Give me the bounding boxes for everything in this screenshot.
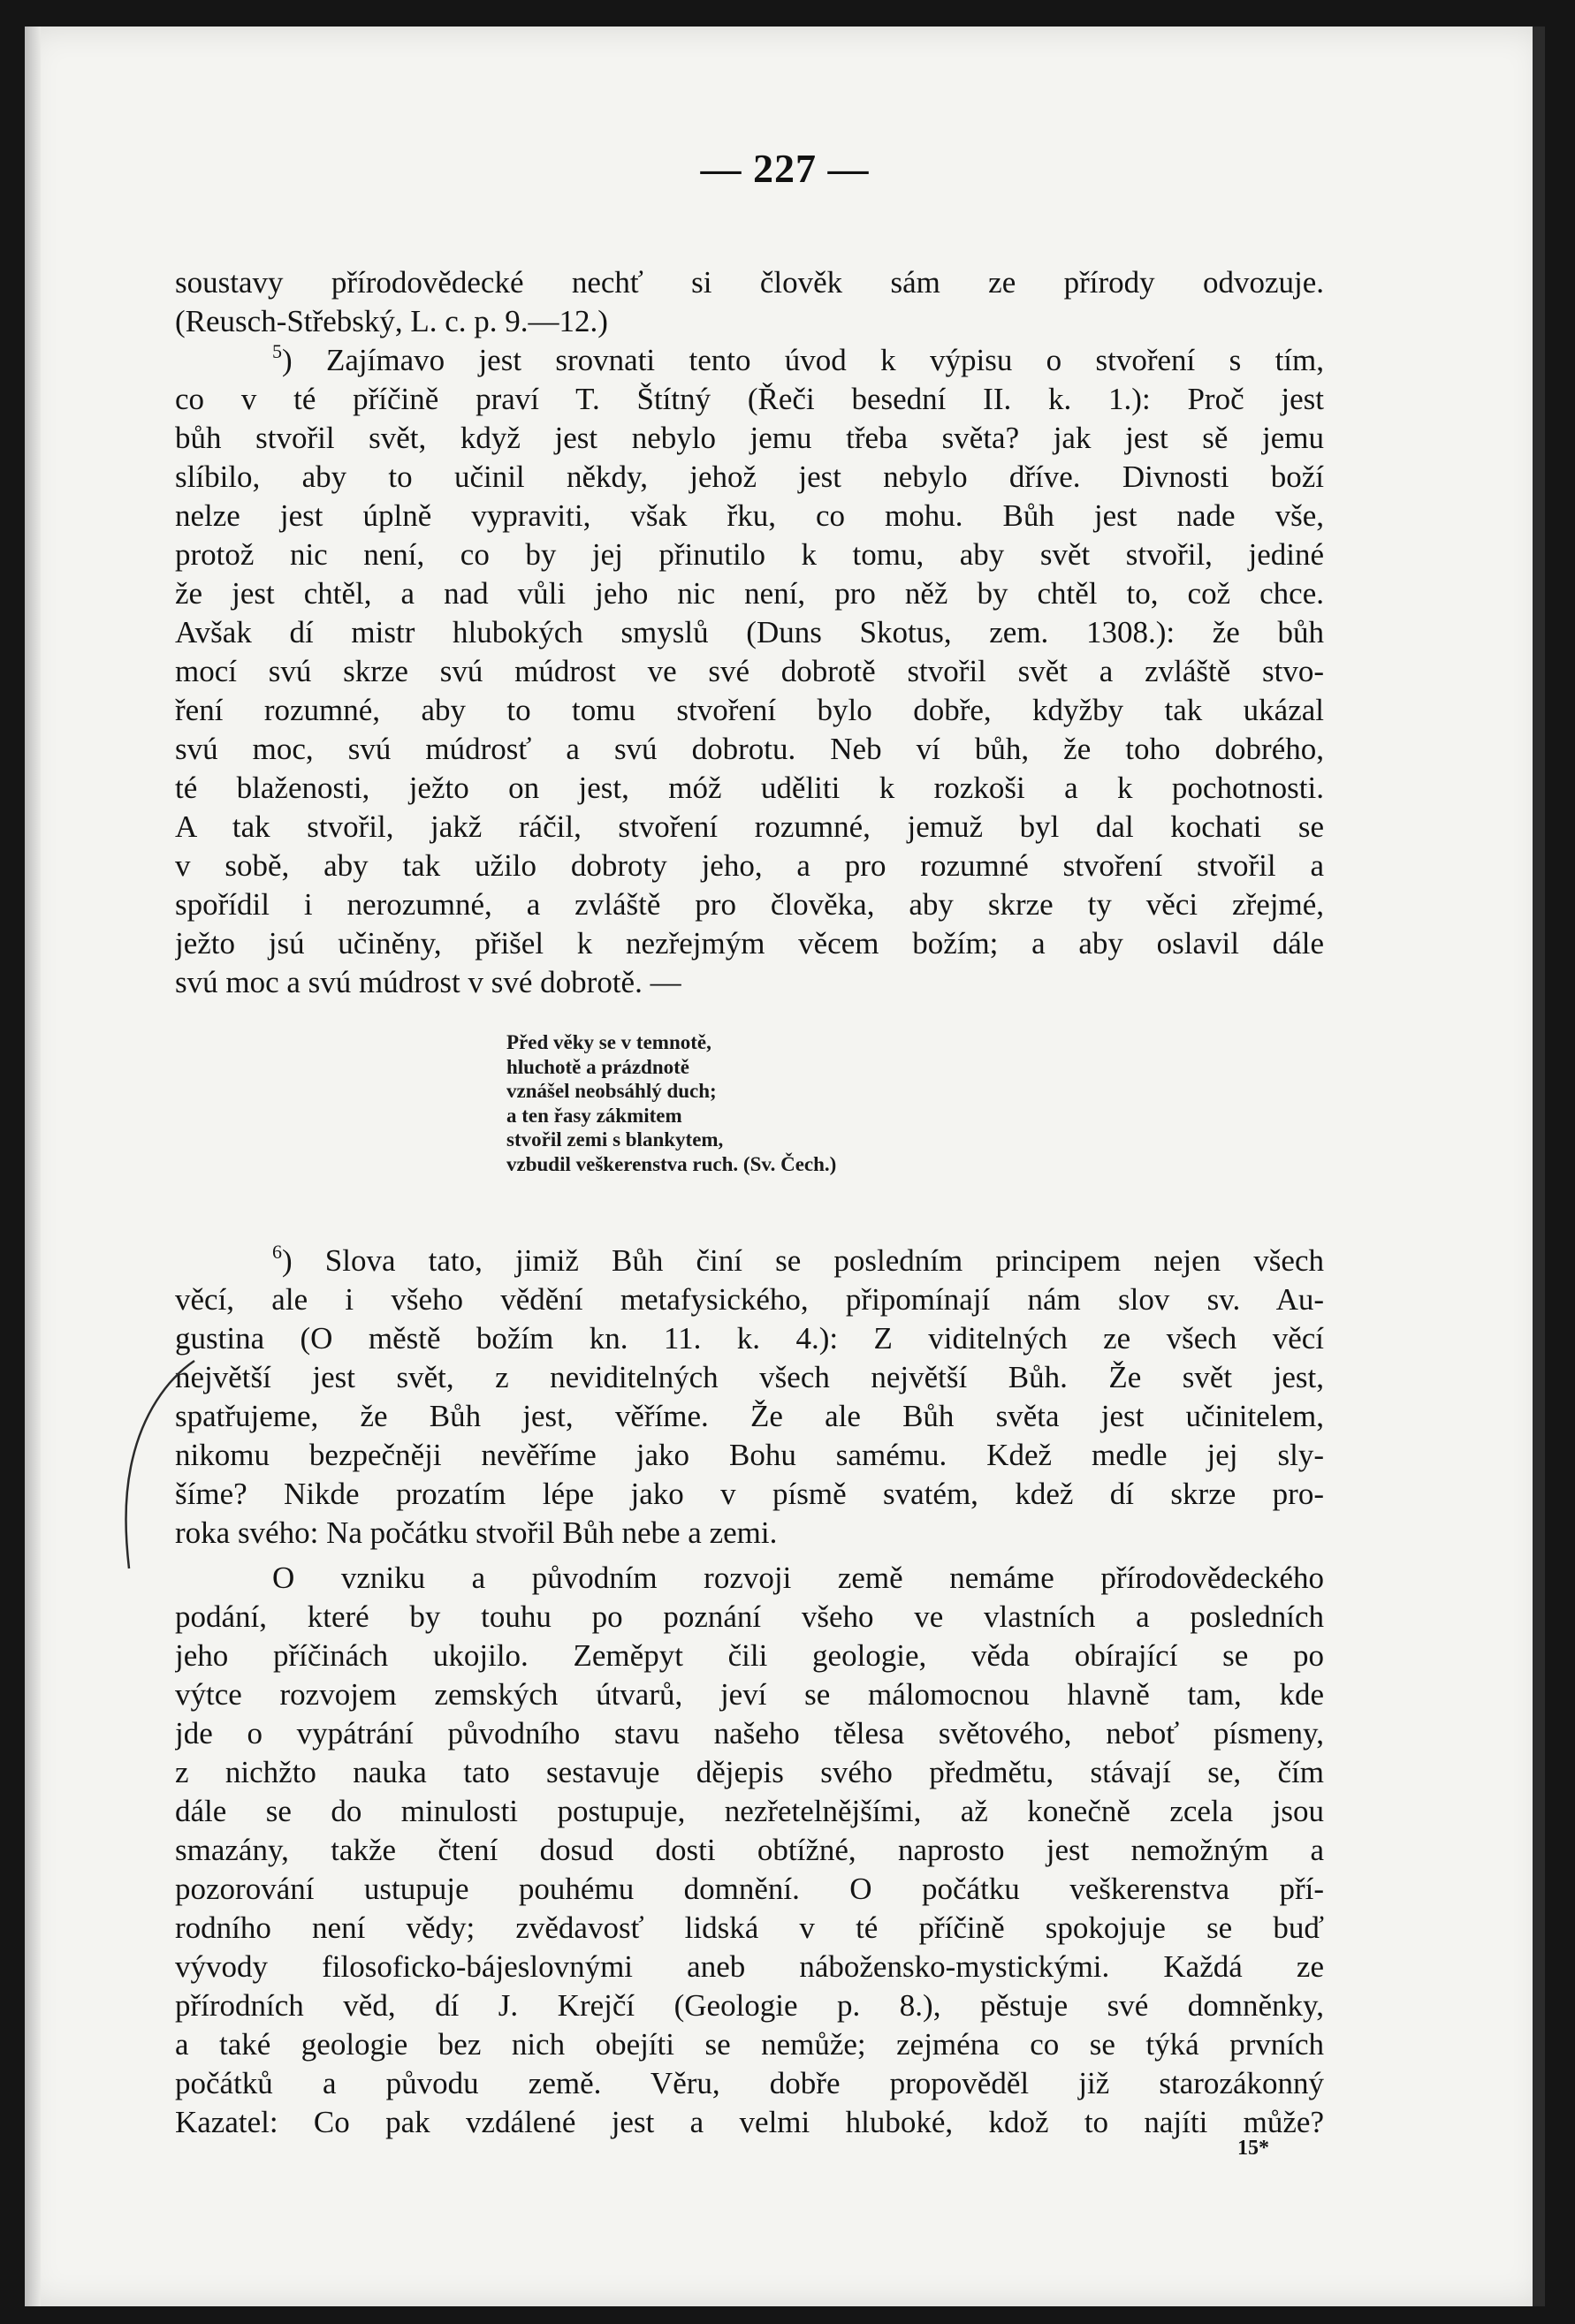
text-line: gustina (O městě božím kn. 11. k. 4.): Z viditelných ze všech věcí (175, 1321, 1324, 1356)
text-line: dále se do minulosti postupuje, nezřetelnějšími, až konečně zcela jsou (175, 1794, 1324, 1828)
text-line: Kazatel: Co pak vzdálené jest a velmi hluboké, kdož to najíti může? (175, 2105, 1324, 2139)
text-line: ření rozumné, aby to tomu stvoření bylo dobře, kdyžby tak ukázal (175, 693, 1324, 727)
text-line: nelze jest úplně vypraviti, však řku, co mohu. Bůh jest nade vše, (175, 498, 1324, 533)
text-line: z nichžto nauka tato sestavuje dějepis svého předmětu, stávají se, čím (175, 1755, 1324, 1789)
page-edge (1533, 27, 1545, 2306)
handwritten-margin-stroke (106, 1343, 203, 1573)
text-line: spatřujeme, že Bůh jest, věříme. Že ale Bůh světa jest učinitelem, (175, 1399, 1324, 1433)
text-line: šíme? Nikde prozatím lépe jako v písmě svatém, kdež dí skrze pro- (175, 1477, 1324, 1511)
poem-line: a ten řasy zákmitem (506, 1104, 682, 1127)
poem-line: stvořil zemi s blankytem, (506, 1128, 724, 1151)
text-line: podání, které by touhu po poznání všeho ve vlastních a posledních (175, 1599, 1324, 1634)
poem-line: vznášel neobsáhlý duch; (506, 1080, 717, 1102)
text-line: že jest chtěl, a nad vůli jeho nic není, pro něž by chtěl to, což chce. (175, 576, 1324, 611)
text-line: svú moc, svú múdrosť a svú dobrotu. Neb ví bůh, že toho dobrého, (175, 732, 1324, 766)
text-line: a také geologie bez nich obejíti se nemůže; zejména co se týká prvních (175, 2027, 1324, 2062)
poem-line: Před věky se v temnotě, (506, 1031, 711, 1053)
poem-quote (506, 1030, 836, 1176)
text-line: největší jest svět, z neviditelných všech největší Bůh. Že svět jest, (175, 1360, 1324, 1394)
text-line: věcí, ale i všeho vědění metafysického, připomínají nám slov sv. Au- (175, 1282, 1324, 1317)
text-block-footnote6 (175, 1242, 1324, 1553)
page-gutter (25, 27, 41, 2306)
text-line: rodního není vědy; zvědavosť lidská v té příčině spokojuje se buď (175, 1910, 1324, 1945)
text-line: pozorování ustupuje pouhému domnění. O počátku veškerenstva pří- (175, 1872, 1324, 1906)
text-line: ježto jsú učiněny, přišel k nezřejmým věcem božím; a aby oslavil dále (175, 926, 1324, 961)
text-line: co v té příčině praví T. Štítný (Řeči besední II. k. 1.): Proč jest (175, 382, 1324, 416)
page-number: — 227 — (700, 146, 870, 191)
text-line: výtce rozvojem zemských útvarů, jeví se málomocnou hlavně tam, kde (175, 1677, 1324, 1712)
footnote-6-first-line: $^6$) Slova tato, jimiž Bůh činí se posledním principem nejen všech (272, 1242, 1324, 1278)
text-line: Avšak dí mistr hlubokých smyslů (Duns Skotus, zem. 1308.): že bůh (175, 615, 1324, 649)
text-line: počátků a původu země. Věru, dobře propověděl již starozákonný (175, 2066, 1324, 2100)
text-line: jeho příčinách ukojilo. Zeměpyt čili geologie, věda obírající se po (175, 1638, 1324, 1673)
text-line: vývody filosoficko-bájeslovnými aneb nábožensko-mystickými. Každá ze (175, 1949, 1324, 1984)
text-line: nikomu bezpečněji nevěříme jako Bohu samému. Kdež medle jej sly- (175, 1438, 1324, 1472)
text-block-main-paragraph (175, 1559, 1324, 2142)
text-line: spořídil i nerozumné, a zvláště pro člověka, aby skrze ty věci zřejmé, (175, 887, 1324, 922)
footnote-5-marker: 5 (272, 341, 282, 362)
text-line: slíbilo, aby to učinil někdy, jehož jest nebylo dříve. Divnosti boží (175, 459, 1324, 494)
text-line: mocí svú skrze svú múdrost ve své dobrotě stvořil svět a zvláště stvo- (175, 654, 1324, 688)
text-line: smazány, takže čtení dosud dosti obtížné, naprosto jest nemožným a (175, 1833, 1324, 1867)
text-line: svú moc a svú múdrost v své dobrotě. — (175, 965, 681, 999)
poem-line: hluchotě a prázdnotě (506, 1055, 689, 1078)
text-line: (Reusch-Střebský, L. c. p. 9.—12.) (175, 304, 608, 338)
text-line: v sobě, aby tak užilo dobroty jeho, a pro rozumné stvoření stvořil a (175, 848, 1324, 883)
book-page (25, 27, 1545, 2306)
signature-mark: 15* (1237, 2137, 1269, 2160)
footnote-6-marker: 6 (272, 1242, 282, 1263)
text-line: bůh stvořil svět, když jest nebylo jemu třeba světa? jak jest sě jemu (175, 421, 1324, 455)
text-line: jde o vypátrání původního stavu našeho tělesa světového, neboť písmeny, (175, 1716, 1324, 1751)
poem-line: vzbudil veškerenstva ruch. (Sv. Čech.) (506, 1152, 837, 1175)
text-line: O vzniku a původním rozvoji země nemáme přírodovědeckého (272, 1561, 1324, 1595)
text-line: té blaženosti, ježto on jest, móž uděliti k rozkoši a k pochotnosti. (175, 771, 1324, 805)
text-line: přírodních věd, dí J. Krejčí (Geologie p. 8.), pěstuje své domněnky, (175, 1988, 1324, 2023)
text-line: soustavy přírodovědecké nechť si člověk sám ze přírody odvozuje. (175, 265, 1324, 300)
text-line: roka svého: Na počátku stvořil Bůh nebe a zemi. (175, 1515, 778, 1550)
text-block-footnote5 (175, 263, 1324, 1002)
text-line: protož nic není, co by jej přinutilo k tomu, aby svět stvořil, jediné (175, 537, 1324, 572)
footnote-5-first-line: $^5$) Zajímavo jest srovnati tento úvod k výpisu o stvoření s tím, (272, 341, 1324, 377)
text-line: A tak stvořil, jakž ráčil, stvoření rozumné, jemuž byl dal kochati se (175, 809, 1324, 844)
